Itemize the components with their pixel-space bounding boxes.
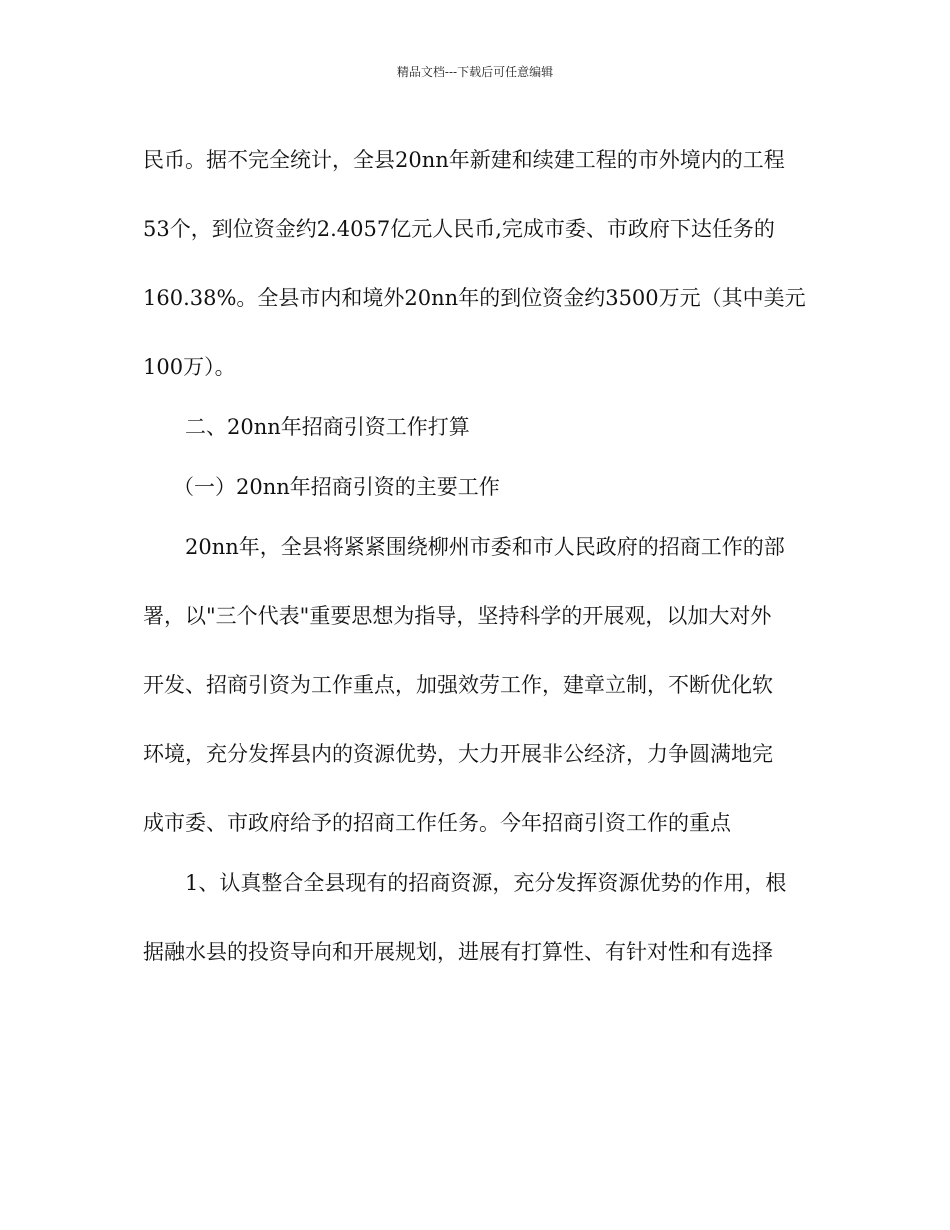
text-line: 100万）。 [143, 355, 236, 379]
text-line: 20nn年，全县将紧紧围绕柳州市委和市人民政府的招商工作的部 [185, 535, 785, 559]
section-heading: 二、20nn年招商引资工作打算 [185, 415, 470, 439]
subsection-heading: （一）20nn年招商引资的主要工作 [173, 475, 500, 499]
text-line: 1、认真整合全县现有的招商资源，充分发挥资源优势的作用，根 [185, 871, 787, 895]
text-line: 环境，充分发挥县内的资源优势，大力开展非公经济，力争圆满地完 [143, 742, 773, 766]
text-line: 成市委、市政府给予的招商工作任务。今年招商引资工作的重点 [143, 811, 731, 835]
page-header: 精品文档---下载后可任意编辑 [396, 65, 554, 79]
text-line: 民币。据不完全统计，全县20nn年新建和续建工程的市外境内的工程 [143, 148, 785, 172]
text-line: 开发、招商引资为工作重点，加强效劳工作，建章立制，不断优化软 [143, 673, 773, 697]
document-body [143, 136, 813, 976]
text-line: 据融水县的投资导向和开展规划，进展有打算性、有针对性和有选择 [143, 940, 773, 964]
text-line: 署，以"三个代表"重要思想为指导，坚持科学的开展观，以加大对外 [143, 604, 772, 628]
text-line: 53个，到位资金约2.4057亿元人民币,完成市委、市政府下达任务的 [143, 217, 775, 241]
text-line: 160.38%。全县市内和境外20nn年的到位资金约3500万元（其中美元 [143, 286, 806, 310]
